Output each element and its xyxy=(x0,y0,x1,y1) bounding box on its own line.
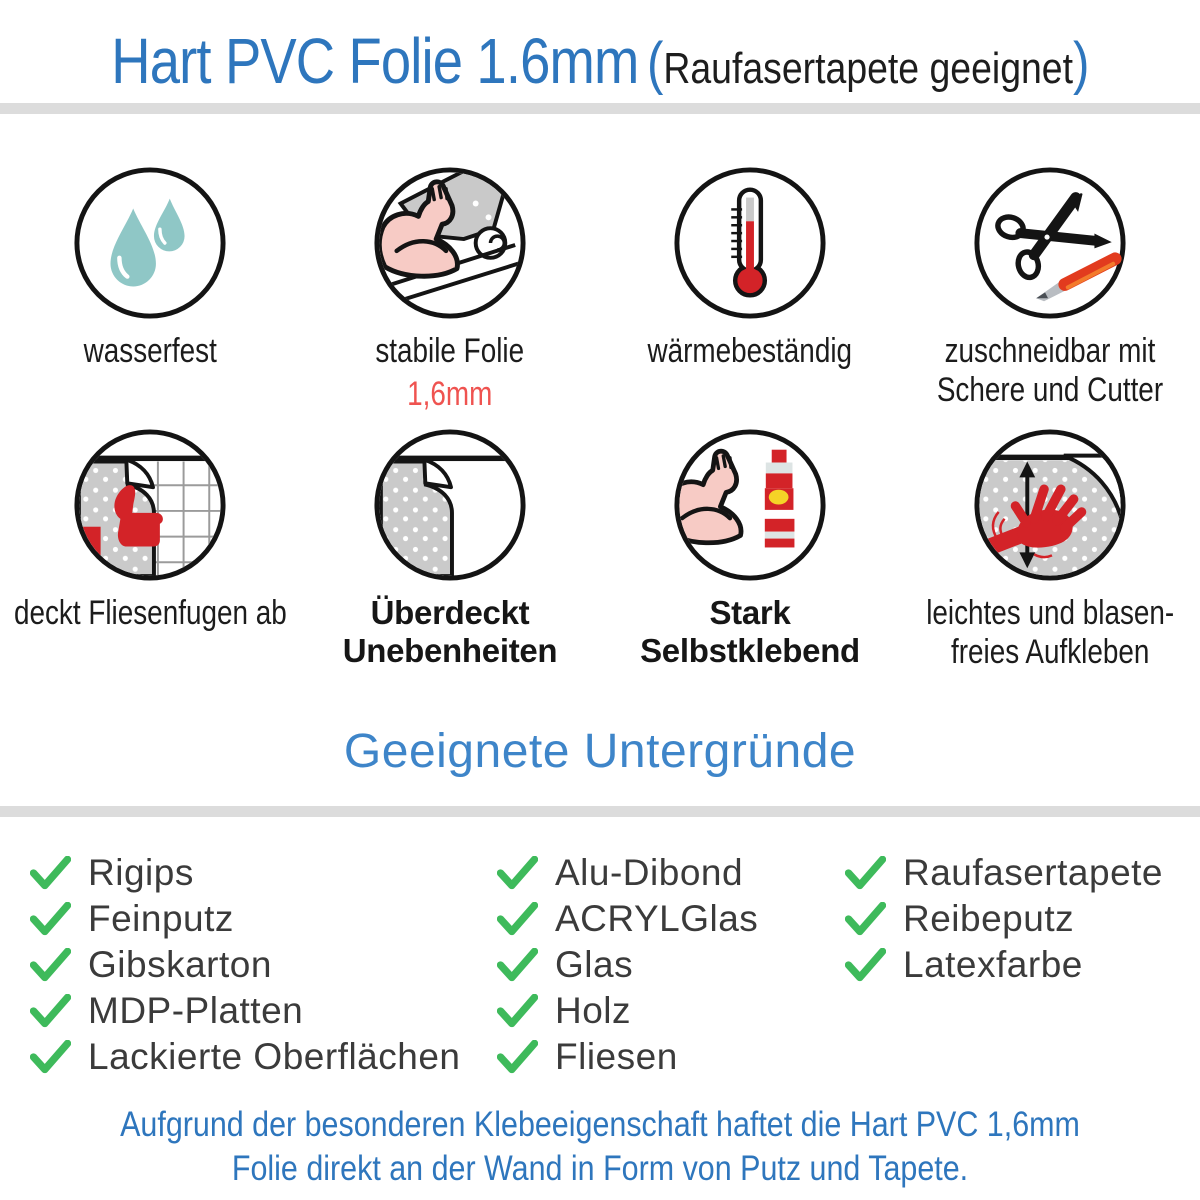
muscle-glue-icon xyxy=(671,426,829,584)
substrate-label: Rigips xyxy=(88,852,194,893)
substrates-list xyxy=(0,817,1200,1077)
substrates-column-1 xyxy=(30,853,497,1077)
feature-caption: deckt Fliesenfugen ab xyxy=(13,594,287,632)
title-main: Hart PVC Folie 1.6mm xyxy=(110,25,639,97)
thickness-value: 1,6mm xyxy=(407,375,493,414)
checkmark-icon xyxy=(30,948,71,982)
scissors-cutter-icon xyxy=(971,164,1129,322)
feature-zuschneidbar xyxy=(900,164,1200,426)
thermometer-icon xyxy=(671,164,829,322)
substrate-label: Reibeputz xyxy=(903,898,1075,939)
substrate-label: Alu-Dibond xyxy=(555,852,744,893)
substrate-label: Gibskarton xyxy=(88,944,272,985)
feature-waermebestaendig xyxy=(600,164,900,426)
substrate-item xyxy=(30,991,497,1031)
feature-caption: zuschneidbar mit Schere und Cutter xyxy=(936,332,1164,410)
substrate-label: Raufasertapete xyxy=(903,852,1164,893)
title-paren-open: ( xyxy=(646,31,663,96)
substrates-heading: Geeignete Untergründe xyxy=(343,725,857,778)
checkmark-icon xyxy=(30,1040,71,1074)
feature-grid xyxy=(0,114,1200,688)
checkmark-icon xyxy=(30,902,71,936)
substrates-column-3 xyxy=(845,853,1200,1077)
checkmark-icon xyxy=(30,856,71,890)
checkmark-icon xyxy=(845,948,886,982)
checkmark-icon xyxy=(497,994,538,1028)
feature-caption: Überdeckt Unebenheiten xyxy=(342,594,558,670)
divider-top xyxy=(0,103,1200,114)
feature-unebenheiten xyxy=(300,426,600,688)
substrates-column-2 xyxy=(497,853,845,1077)
substrate-item xyxy=(845,945,1200,985)
feature-caption: wasserfest xyxy=(83,332,217,370)
substrate-label: Holz xyxy=(555,990,632,1031)
substrate-label: Fliesen xyxy=(555,1036,678,1077)
substrate-item xyxy=(845,899,1200,939)
tiles-thumbsup-icon xyxy=(71,426,229,584)
title-paren-text: Raufasertapete geeignet xyxy=(662,44,1073,93)
foil-overlay-icon xyxy=(371,426,529,584)
checkmark-icon xyxy=(30,994,71,1028)
divider-middle xyxy=(0,806,1200,817)
substrate-label: Latexfarbe xyxy=(903,944,1083,985)
feature-fliesenfugen xyxy=(0,426,300,688)
feature-wasserfest xyxy=(0,164,300,426)
checkmark-icon xyxy=(845,902,886,936)
footer-line: Aufgrund der besonderen Klebeeigenschaft haftet die Hart PVC 1,6mm xyxy=(120,1105,1080,1144)
substrate-item xyxy=(497,899,845,939)
footer-note xyxy=(78,1103,1122,1191)
checkmark-icon xyxy=(845,856,886,890)
feature-stabile-folie xyxy=(300,164,600,426)
substrate-item xyxy=(497,853,845,893)
footer-line: Folie direkt an der Wand in Form von Putz und Tapete. xyxy=(231,1149,969,1188)
feature-aufkleben xyxy=(900,426,1200,688)
substrate-item xyxy=(30,853,497,893)
substrate-item xyxy=(30,1037,497,1077)
substrate-label: MDP-Platten xyxy=(88,990,304,1031)
hand-smooth-icon xyxy=(971,426,1129,584)
substrate-item xyxy=(30,899,497,939)
checkmark-icon xyxy=(497,902,538,936)
checkmark-icon xyxy=(497,856,538,890)
title-paren-close: ) xyxy=(1072,31,1090,96)
substrate-item xyxy=(497,1037,845,1077)
substrate-label: Lackierte Oberflächen xyxy=(88,1036,461,1077)
muscle-foil-icon xyxy=(371,164,529,322)
checkmark-icon xyxy=(497,1040,538,1074)
feature-caption: leichtes und blasen- freies Aufkleben xyxy=(926,594,1175,672)
checkmark-icon xyxy=(497,948,538,982)
feature-selbstklebend xyxy=(600,426,900,688)
substrate-label: ACRYLGlas xyxy=(555,898,759,939)
feature-caption: stabile Folie 1,6mm xyxy=(375,332,525,414)
substrate-item xyxy=(497,945,845,985)
page-title xyxy=(0,0,1200,103)
substrate-label: Feinputz xyxy=(88,898,234,939)
feature-caption: wärmebeständig xyxy=(647,332,853,370)
water-drops-icon xyxy=(71,164,229,322)
substrate-item xyxy=(845,853,1200,893)
feature-caption: Stark Selbstklebend xyxy=(640,594,860,670)
substrate-label: Glas xyxy=(555,944,634,985)
substrate-item xyxy=(30,945,497,985)
substrate-item xyxy=(497,991,845,1031)
